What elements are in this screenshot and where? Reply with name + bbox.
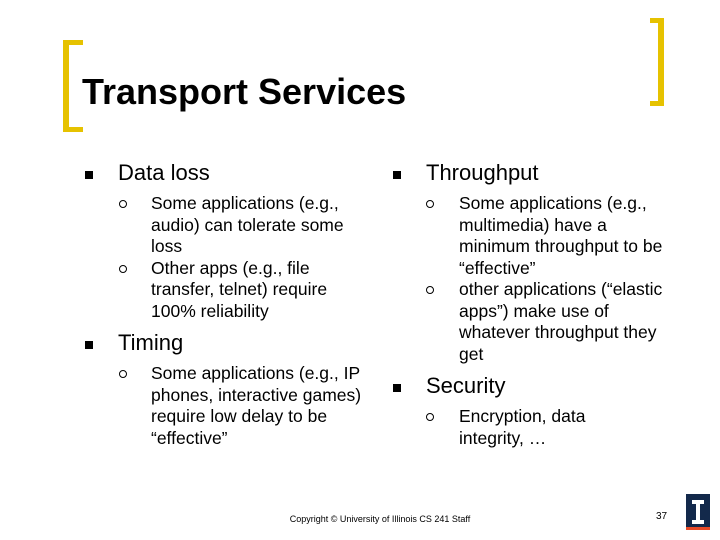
square-bullet-icon [393,384,401,392]
ring-bullet-icon [119,265,127,273]
sub-bullet [84,258,374,323]
illinois-logo-icon [686,494,710,530]
page-number: 37 [656,511,668,522]
bullet-heading: Timing [118,330,184,355]
sub-bullet [392,193,677,279]
square-bullet-icon [393,171,401,179]
sub-bullet-text: Encryption, data integrity, … [459,406,586,448]
right-column [392,160,677,449]
sub-bullet-text: Some applications (e.g., audio) can tolerate some loss [151,193,344,256]
left-column [84,160,374,449]
bullet-security [392,373,677,399]
slide-title: Transport Services [82,71,407,112]
sub-bullet [392,279,677,365]
ring-bullet-icon [426,413,434,421]
bullet-heading: Data loss [118,160,210,185]
sub-bullet-text: Some applications (e.g., IP phones, interactive games) require low delay to be “effective” [151,363,362,448]
bullet-heading: Throughput [426,160,539,185]
footer-copyright: Copyright © University of Illinois CS 241 Staff [289,514,471,524]
bullet-data-loss [84,160,374,186]
bullet-throughput [392,160,677,186]
bullet-timing [84,330,374,356]
sub-bullet-text: Some applications (e.g., multimedia) have a minimum throughput to be “effective” [459,193,663,278]
ring-bullet-icon [119,370,127,378]
ring-bullet-icon [119,200,127,208]
bullet-heading: Security [426,373,506,398]
sub-bullet-text: Other apps (e.g., file transfer, telnet) require 100% reliability [151,257,328,321]
ring-bullet-icon [426,286,434,294]
sub-bullet-text: other applications (“elastic apps”) make use of whatever throughput they get [459,279,663,364]
sub-bullet [392,406,677,449]
square-bullet-icon [85,171,93,179]
ring-bullet-icon [426,200,434,208]
sub-bullet [84,193,374,258]
sub-bullet [84,363,374,449]
square-bullet-icon [85,341,93,349]
